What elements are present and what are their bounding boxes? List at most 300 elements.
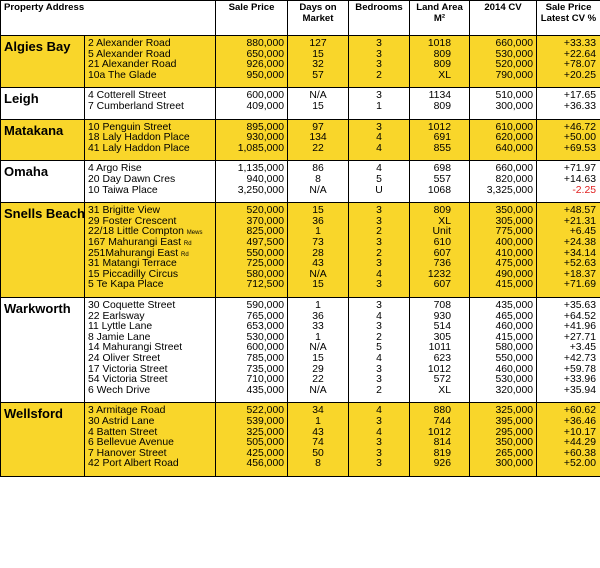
land-area: 880 [433, 405, 451, 417]
pct-change: +69.53 [563, 142, 596, 154]
days-on-market: 97 [312, 121, 324, 133]
bedrooms: 3 [376, 121, 382, 133]
cv-value: 415,000 [495, 279, 533, 291]
pct-change-cell [537, 161, 600, 203]
days-on-market: 8 [315, 173, 321, 185]
pct-change: -2.25 [572, 184, 596, 196]
bedrooms-cell [349, 161, 410, 203]
street-address: 7 Hanover Street [88, 447, 167, 459]
cv-value: 435,000 [495, 299, 533, 311]
cv-value-cell [470, 403, 537, 477]
cv-value-cell [470, 161, 537, 203]
pct-change: +36.33 [563, 100, 596, 112]
land-area: 607 [433, 279, 451, 291]
bedrooms-cell [349, 297, 410, 402]
cv-value-cell [470, 297, 537, 402]
pct-change-cell [537, 403, 600, 477]
pct-change: +52.00 [563, 458, 596, 470]
sale-price-cell [216, 161, 288, 203]
cv-value: 400,000 [495, 236, 533, 248]
land-area: 809 [433, 100, 451, 112]
street-address: 14 Mahurangi Street [88, 342, 183, 354]
header-pct: Sale Price Latest CV % [537, 1, 600, 36]
street-list [85, 161, 216, 203]
cv-value: 460,000 [495, 321, 533, 333]
street-address: 17 Victoria Street [88, 363, 168, 375]
land-area: 623 [433, 352, 451, 364]
sale-price-cell [216, 297, 288, 402]
pct-change: +34.14 [563, 247, 596, 259]
pct-change-cell [537, 119, 600, 161]
cv-value: 530,000 [495, 48, 533, 60]
bedrooms: 3 [376, 205, 382, 217]
land-area: XL [438, 69, 451, 81]
sale-price-cell [216, 119, 288, 161]
bedrooms: 4 [376, 310, 382, 322]
land-area: 572 [433, 374, 451, 386]
pct-change: +60.62 [563, 405, 596, 417]
bedrooms-cell [349, 203, 410, 298]
cv-value: 350,000 [495, 437, 533, 449]
street-address: 167 Mahurangi East [88, 236, 181, 248]
bedrooms: 3 [376, 458, 382, 470]
days-on-market: 15 [312, 48, 324, 60]
bedrooms: 3 [376, 447, 382, 459]
days-on-market: 74 [312, 437, 324, 449]
bedrooms: 2 [376, 247, 382, 259]
land-area: 736 [433, 258, 451, 270]
days-on-market: 22 [312, 142, 324, 154]
sale-price: 370,000 [246, 215, 284, 227]
days-on-market: 127 [309, 38, 327, 49]
land-area-cell [410, 161, 470, 203]
days-on-market: 33 [312, 321, 324, 333]
land-area: 1012 [427, 121, 451, 133]
land-area: 930 [433, 310, 451, 322]
bedrooms: 1 [376, 100, 382, 112]
days-on-market-cell [288, 36, 349, 88]
cv-value: 530,000 [495, 374, 533, 386]
bedrooms: 3 [376, 215, 382, 227]
land-area: 809 [433, 205, 451, 217]
street-address: 3 Armitage Road [88, 405, 166, 417]
street-address: 29 Foster Crescent [88, 215, 177, 227]
street-address: 21 Alexander Road [88, 59, 177, 71]
sale-price: 530,000 [246, 331, 284, 343]
street-suffix: Rd [183, 240, 192, 247]
suburb-name: Warkworth [1, 297, 85, 402]
sale-price: 930,000 [246, 132, 284, 144]
land-area-cell [410, 119, 470, 161]
days-on-market: 73 [312, 236, 324, 248]
cv-value: 295,000 [495, 426, 533, 438]
bedrooms: 3 [376, 437, 382, 449]
street-suffix: Mews [186, 230, 203, 237]
days-on-market: 86 [312, 163, 324, 175]
street-address: 4 Argo Rise [88, 163, 142, 175]
sale-price: 550,000 [246, 247, 284, 259]
pct-change-cell [537, 203, 600, 298]
land-area-cell [410, 36, 470, 88]
cv-value: 300,000 [495, 100, 533, 112]
pct-change: +41.96 [563, 321, 596, 333]
bedrooms: 3 [376, 38, 382, 49]
cv-value: 660,000 [495, 163, 533, 175]
days-on-market-cell [288, 403, 349, 477]
suburb-name: Matakana [1, 119, 85, 161]
cv-value: 640,000 [495, 142, 533, 154]
cv-value: 790,000 [495, 69, 533, 81]
days-on-market: 1 [315, 331, 321, 343]
bedrooms: 3 [376, 415, 382, 427]
sale-price: 456,000 [246, 458, 284, 470]
sale-price: 505,000 [246, 437, 284, 449]
pct-change: +35.63 [563, 299, 596, 311]
cv-value: 3,325,000 [486, 184, 533, 196]
cv-value: 610,000 [495, 121, 533, 133]
sale-price: 940,000 [246, 173, 284, 185]
days-on-market: 15 [312, 100, 324, 112]
suburb-group-row [1, 119, 600, 161]
bedrooms-cell [349, 88, 410, 119]
street-address: 31 Brigitte View [88, 205, 161, 217]
suburb-group-row [1, 88, 600, 119]
street-address: 7 Cumberland Street [88, 100, 184, 112]
street-list [85, 203, 216, 298]
street-list [85, 119, 216, 161]
bedrooms: 3 [376, 299, 382, 311]
street-address: 10 Penguin Street [88, 121, 172, 133]
bedrooms: 2 [376, 331, 382, 343]
sale-price: 435,000 [246, 384, 284, 396]
sale-price: 725,000 [246, 258, 284, 270]
sale-price: 580,000 [246, 268, 284, 280]
pct-change: +33.96 [563, 374, 596, 386]
bedrooms: 3 [376, 90, 382, 102]
sale-price-cell [216, 403, 288, 477]
land-area: 607 [433, 247, 451, 259]
pct-change: +44.29 [563, 437, 596, 449]
days-on-market: N/A [309, 268, 327, 280]
cv-value: 620,000 [495, 132, 533, 144]
bedrooms: 3 [376, 321, 382, 333]
land-area: 1068 [427, 184, 451, 196]
pct-change: +71.97 [563, 163, 596, 175]
sale-price: 712,500 [246, 279, 284, 291]
suburb-group-row [1, 161, 600, 203]
bedrooms: 3 [376, 48, 382, 60]
cv-value: 300,000 [495, 458, 533, 470]
sale-price: 325,000 [246, 426, 284, 438]
suburb-group-row [1, 297, 600, 402]
pct-change: +21.31 [563, 215, 596, 227]
land-area: 557 [433, 173, 451, 185]
land-area-cell [410, 403, 470, 477]
pct-change: +50.00 [563, 132, 596, 144]
bedrooms: 4 [376, 426, 382, 438]
sale-price-cell [216, 88, 288, 119]
bedrooms: 4 [376, 352, 382, 364]
street-address: 54 Victoria Street [88, 374, 168, 386]
cv-value: 820,000 [495, 173, 533, 185]
pct-change: +35.94 [563, 384, 596, 396]
pct-change: +52.63 [563, 258, 596, 270]
days-on-market: 15 [312, 205, 324, 217]
days-on-market-cell [288, 88, 349, 119]
days-on-market: 57 [312, 69, 324, 81]
land-area-cell [410, 88, 470, 119]
pct-change: +42.73 [563, 352, 596, 364]
street-list [85, 403, 216, 477]
pct-change: +78.07 [563, 59, 596, 71]
sale-price: 3,250,000 [237, 184, 284, 196]
cv-value-cell [470, 88, 537, 119]
days-on-market-cell [288, 161, 349, 203]
bedrooms: 2 [376, 384, 382, 396]
pct-change: +10.17 [563, 426, 596, 438]
land-area: 305 [433, 331, 451, 343]
land-area: 744 [433, 415, 451, 427]
cv-value: 775,000 [495, 226, 533, 238]
days-on-market: 34 [312, 405, 324, 417]
street-address: 6 Bellevue Avenue [88, 437, 174, 449]
land-area: 809 [433, 59, 451, 71]
header-row [1, 1, 600, 36]
days-on-market-cell [288, 297, 349, 402]
sale-price: 880,000 [246, 38, 284, 49]
sale-price: 497,500 [246, 236, 284, 248]
land-area: 1012 [427, 426, 451, 438]
bedrooms: 4 [376, 142, 382, 154]
bedrooms: 3 [376, 363, 382, 375]
bedrooms: 3 [376, 374, 382, 386]
land-area: 926 [433, 458, 451, 470]
suburb-name: Leigh [1, 88, 85, 119]
street-address: 30 Coquette Street [88, 299, 176, 311]
street-address: 6 Wech Drive [88, 384, 151, 396]
street-address: 10 Taiwa Place [88, 184, 158, 196]
sale-price: 926,000 [246, 59, 284, 71]
street-address: 2 Alexander Road [88, 38, 171, 49]
sale-price: 1,135,000 [237, 163, 284, 175]
days-on-market-cell [288, 119, 349, 161]
header-bedrooms: Bedrooms [349, 1, 410, 36]
bedrooms: 3 [376, 236, 382, 248]
cv-value: 465,000 [495, 310, 533, 322]
cv-value: 320,000 [495, 384, 533, 396]
land-area-cell [410, 203, 470, 298]
days-on-market: 1 [315, 415, 321, 427]
cv-value: 325,000 [495, 405, 533, 417]
days-on-market: 50 [312, 447, 324, 459]
land-area: 691 [433, 132, 451, 144]
cv-value: 475,000 [495, 258, 533, 270]
suburb-group-row [1, 403, 600, 477]
land-area: XL [438, 384, 451, 396]
pct-change: +46.72 [563, 121, 596, 133]
cv-value: 520,000 [495, 59, 533, 71]
bedrooms: 4 [376, 132, 382, 144]
sale-price: 600,000 [246, 342, 284, 354]
days-on-market: 22 [312, 374, 324, 386]
sale-price: 539,000 [246, 415, 284, 427]
cv-value: 580,000 [495, 342, 533, 354]
sale-price: 735,000 [246, 363, 284, 375]
days-on-market: N/A [309, 342, 327, 354]
sale-price: 765,000 [246, 310, 284, 322]
street-address: 22/18 Little Compton [88, 226, 184, 238]
street-suffix: Rd [181, 251, 189, 258]
street-address: 20 Day Dawn Cres [88, 173, 176, 185]
land-area: 855 [433, 142, 451, 154]
days-on-market: 1 [315, 299, 321, 311]
days-on-market: 36 [312, 215, 324, 227]
header-address: Property Address [1, 1, 216, 36]
sale-price: 522,000 [246, 405, 284, 417]
street-address: 18 Laly Haddon Place [88, 132, 190, 144]
days-on-market-cell [288, 203, 349, 298]
street-address: 15 Piccadilly Circus [88, 268, 179, 280]
sale-price: 520,000 [246, 205, 284, 217]
bedrooms-cell [349, 119, 410, 161]
sale-price: 950,000 [246, 69, 284, 81]
street-address: 5 Alexander Road [88, 48, 171, 60]
street-address: 10a The Glade [88, 69, 157, 81]
street-address: 31 Matangi Terrace [88, 258, 177, 270]
days-on-market: 43 [312, 426, 324, 438]
land-area: 1011 [428, 342, 451, 354]
days-on-market: N/A [309, 184, 327, 196]
suburb-name: Algies Bay [1, 36, 85, 88]
pct-change: +3.45 [569, 342, 596, 354]
street-address: 30 Astrid Lane [88, 415, 155, 427]
land-area: 1012 [427, 363, 451, 375]
cv-value: 265,000 [495, 447, 533, 459]
land-area-cell [410, 297, 470, 402]
cv-value-cell [470, 119, 537, 161]
suburb-name: Omaha [1, 161, 85, 203]
bedrooms: 3 [376, 258, 382, 270]
sale-price: 825,000 [246, 226, 284, 238]
street-address: 41 Laly Haddon Place [88, 142, 190, 154]
cv-value: 460,000 [495, 363, 533, 375]
land-area: 610 [433, 236, 451, 248]
header-sale-price: Sale Price [216, 1, 288, 36]
pct-change: +24.38 [563, 236, 596, 248]
bedrooms: 5 [376, 342, 382, 354]
pct-change: +17.65 [563, 90, 596, 102]
bedrooms: 3 [376, 279, 382, 291]
sale-price: 1,085,000 [237, 142, 284, 154]
cv-value-cell [470, 36, 537, 88]
pct-change-cell [537, 297, 600, 402]
bedrooms: 3 [376, 59, 382, 71]
days-on-market: 1 [315, 226, 321, 238]
days-on-market: 43 [312, 258, 324, 270]
suburb-name: Wellsford [1, 403, 85, 477]
bedrooms: 2 [376, 226, 382, 238]
sale-price-cell [216, 36, 288, 88]
sale-price: 425,000 [246, 447, 284, 459]
sale-price: 590,000 [246, 299, 284, 311]
header-land-area: Land Area M² [410, 1, 470, 36]
land-area: 819 [433, 447, 451, 459]
pct-change: +33.33 [563, 38, 596, 49]
cv-value: 350,000 [495, 205, 533, 217]
pct-change: +6.45 [569, 226, 596, 238]
bedrooms: 2 [376, 69, 382, 81]
sale-price: 600,000 [246, 90, 284, 102]
land-area: 698 [433, 163, 451, 175]
street-address: 4 Batten Street [88, 426, 158, 438]
street-address: 11 Lyttle Lane [88, 321, 153, 333]
pct-change: +14.63 [563, 173, 596, 185]
street-list [85, 88, 216, 119]
suburb-group-row [1, 203, 600, 298]
cv-value: 550,000 [495, 352, 533, 364]
suburb-name: Snells Beach [1, 203, 85, 298]
land-area: 1232 [427, 268, 451, 280]
days-on-market: 15 [312, 279, 324, 291]
cv-value: 660,000 [495, 38, 533, 49]
pct-change: +60.38 [563, 447, 596, 459]
days-on-market: 28 [312, 247, 324, 259]
street-address: 42 Port Albert Road [88, 458, 179, 470]
street-address: 5 Te Kapa Place [88, 279, 164, 291]
cv-value: 415,000 [495, 331, 533, 343]
bedrooms: U [375, 184, 383, 196]
sale-price: 710,000 [246, 374, 284, 386]
header-days-on-market: Days on Market [288, 1, 349, 36]
days-on-market: 29 [312, 363, 324, 375]
pct-change: +22.64 [563, 48, 596, 60]
header-cv: 2014 CV [470, 1, 537, 36]
days-on-market: 15 [312, 352, 324, 364]
sale-price: 785,000 [246, 352, 284, 364]
days-on-market: 36 [312, 310, 324, 322]
pct-change: +59.78 [563, 363, 596, 375]
cv-value: 305,000 [495, 215, 533, 227]
cv-value: 490,000 [495, 268, 533, 280]
suburb-group-row [1, 36, 600, 88]
pct-change: +48.57 [563, 205, 596, 217]
street-address: 251Mahurangi East [88, 247, 179, 259]
land-area: 814 [433, 437, 451, 449]
land-area: 1134 [428, 90, 451, 102]
bedrooms: 4 [376, 405, 382, 417]
pct-change: +20.25 [563, 69, 596, 81]
bedrooms: 4 [376, 163, 382, 175]
cv-value: 395,000 [495, 415, 533, 427]
pct-change: +27.71 [563, 331, 596, 343]
sale-price-cell [216, 203, 288, 298]
days-on-market: N/A [309, 384, 327, 396]
land-area: 514 [433, 321, 451, 333]
sale-price: 895,000 [246, 121, 284, 133]
street-address: 22 Earlsway [88, 310, 145, 322]
land-area: 708 [433, 299, 451, 311]
pct-change: +36.46 [563, 415, 596, 427]
pct-change: +18.37 [563, 268, 596, 280]
sale-price: 409,000 [246, 100, 284, 112]
land-area: 1018 [427, 38, 451, 49]
days-on-market: N/A [309, 90, 327, 102]
sale-price: 650,000 [246, 48, 284, 60]
street-list [85, 297, 216, 402]
days-on-market: 134 [309, 132, 327, 144]
bedrooms-cell [349, 403, 410, 477]
street-list [85, 36, 216, 88]
